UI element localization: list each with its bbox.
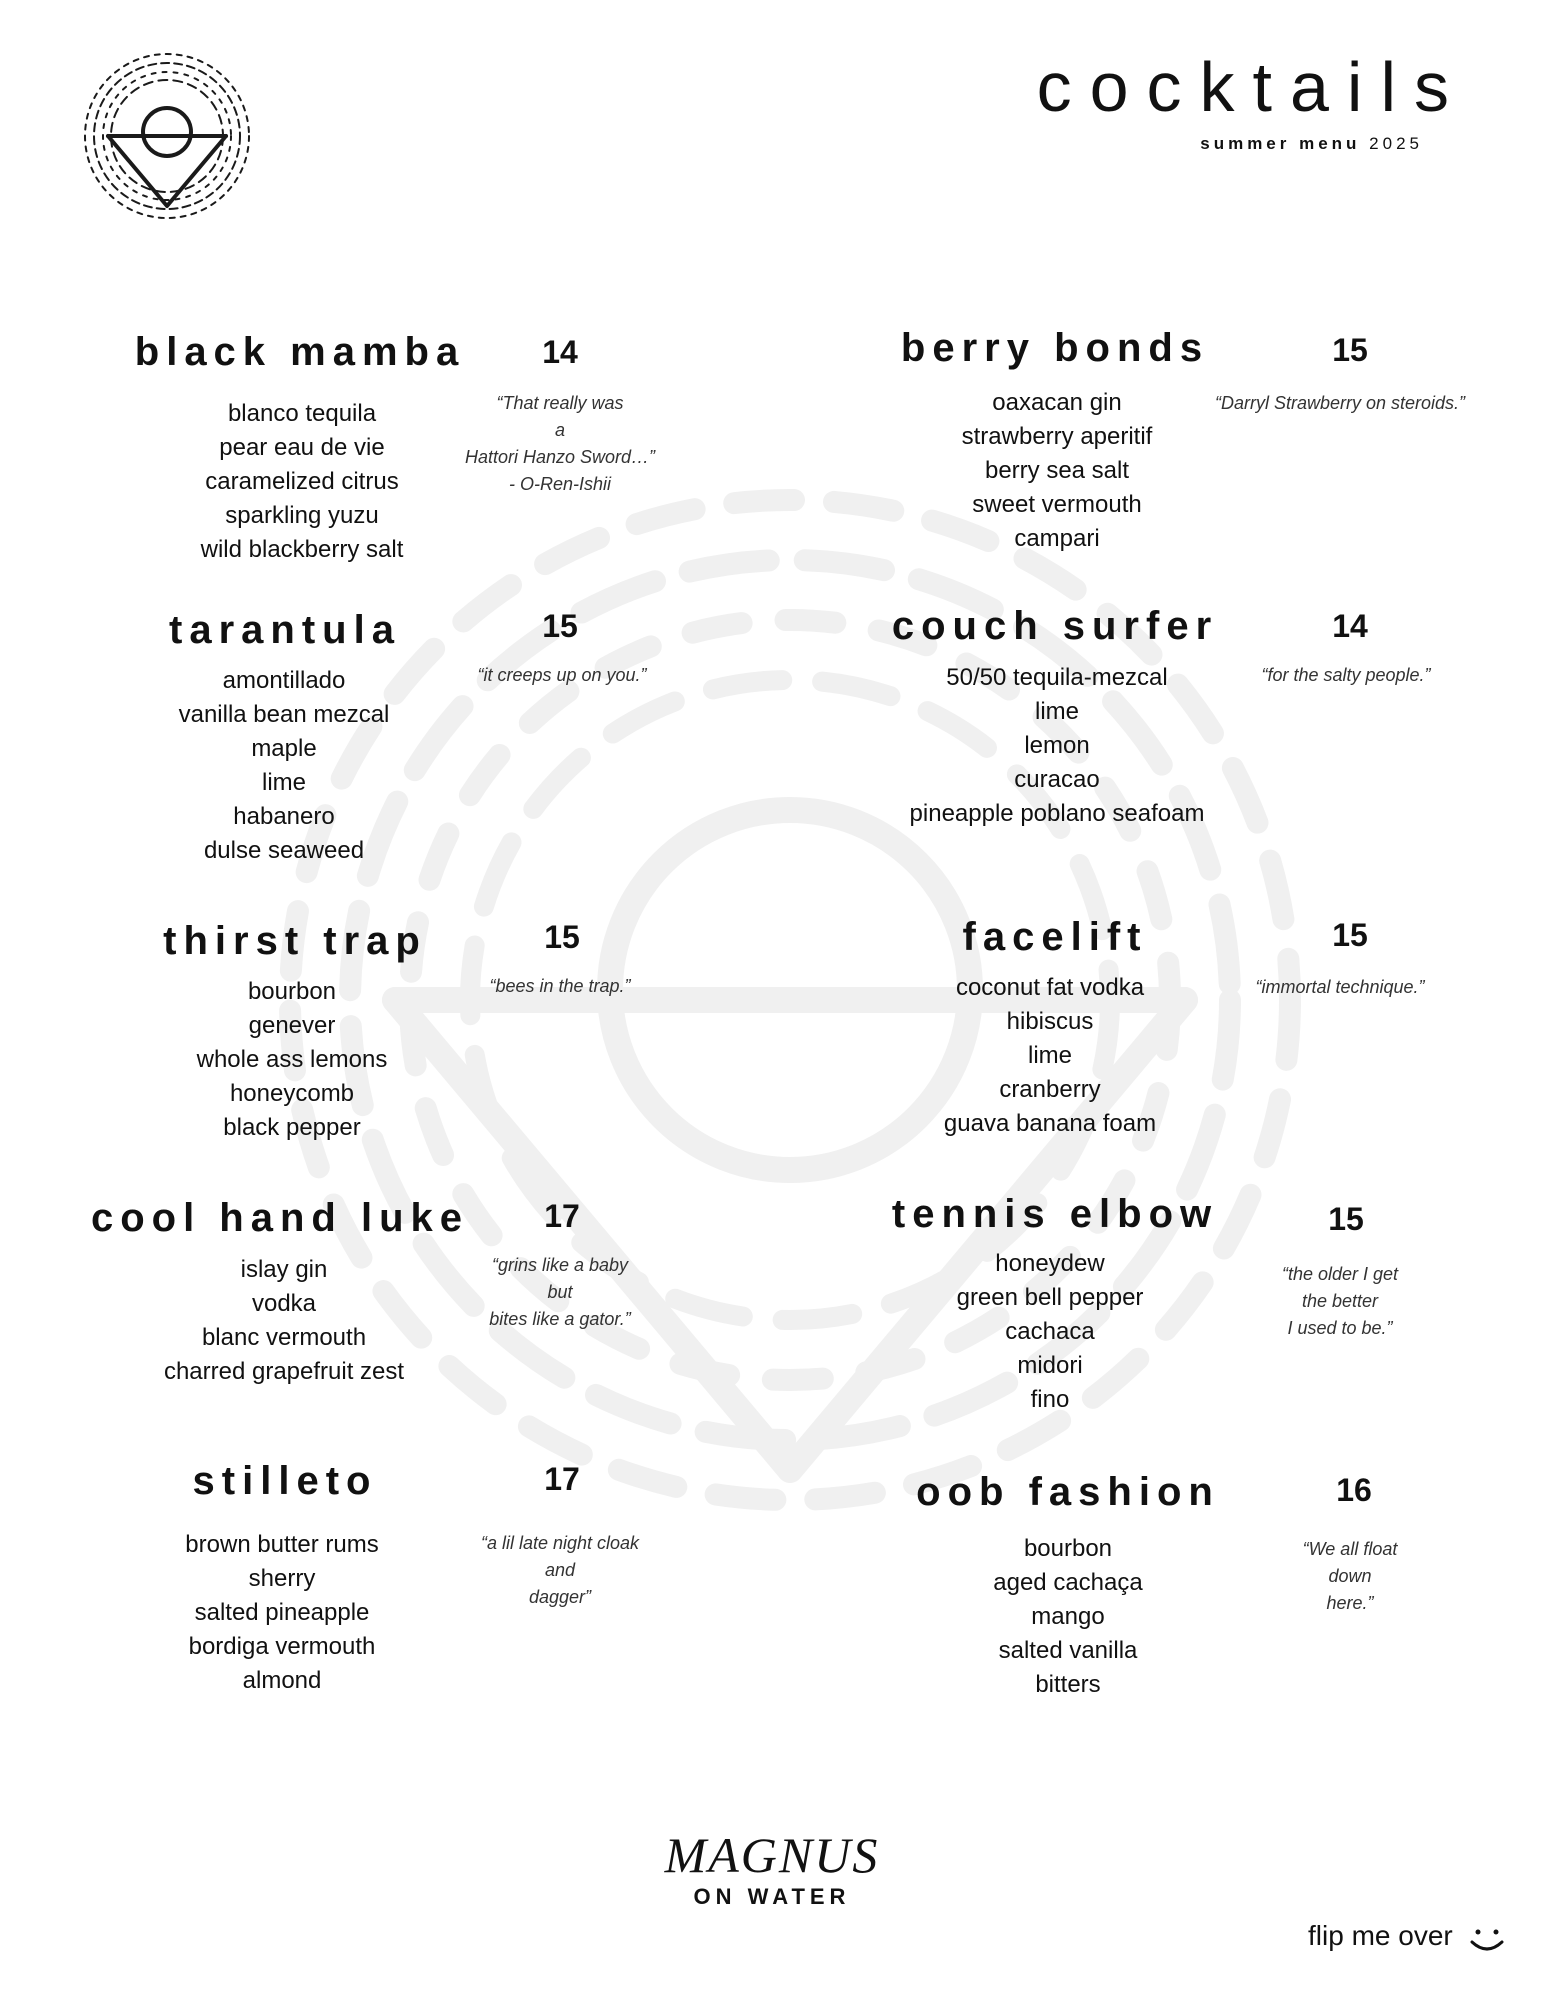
cocktail-quote	[412, 662, 712, 689]
cocktail-name: berry bonds	[900, 326, 1210, 370]
sun-triangle-logo-icon	[78, 48, 256, 224]
quote-line: here.”	[1326, 1593, 1374, 1613]
quote-line: “grins like a baby	[491, 1255, 629, 1275]
ingredient: pineapple poblano seafoam	[909, 800, 1205, 827]
ingredient: blanco tequila	[227, 400, 377, 427]
ingredient: lime	[1027, 1042, 1072, 1069]
ingredient: blanc vermouth	[201, 1324, 367, 1351]
brand-name: MAGNUS	[664, 1827, 880, 1883]
ingredient: habanero	[233, 803, 335, 830]
ingredient: genever	[248, 1012, 336, 1039]
quote-line: down	[1328, 1566, 1372, 1586]
ingredient: midori	[1017, 1352, 1083, 1379]
ingredient: oaxacan gin	[992, 389, 1122, 416]
ingredient: sweet vermouth	[972, 491, 1142, 518]
quote-line: “bees in the trap.”	[489, 976, 631, 996]
ingredient: berry sea salt	[984, 457, 1130, 484]
ingredient: cachaca	[1005, 1318, 1095, 1345]
cocktail-quote	[410, 1252, 710, 1333]
cocktail-price: 14	[542, 334, 578, 370]
ingredient: pear eau de vie	[219, 434, 385, 461]
ingredient: guava banana foam	[943, 1110, 1157, 1137]
quote-line: “for the salty people.”	[1261, 665, 1431, 685]
cocktail-quote	[1190, 974, 1490, 1001]
cocktail-name: tennis elbow	[891, 1192, 1219, 1236]
ingredient: caramelized citrus	[205, 468, 399, 495]
ingredient: bourbon	[1023, 1535, 1113, 1562]
cocktail-name: black mamba	[134, 330, 466, 374]
cocktail-name: stilleto	[192, 1459, 378, 1503]
cocktail-price: 14	[1332, 608, 1368, 644]
ingredient: salted vanilla	[998, 1637, 1138, 1664]
cocktail-price: 16	[1336, 1472, 1372, 1508]
quote-line: “Darryl Strawberry on steroids.”	[1214, 393, 1466, 413]
quote-line: “it creeps up on you.”	[477, 665, 647, 685]
ingredient: bitters	[1035, 1671, 1101, 1698]
quote-line: “a lil late night cloak	[480, 1533, 640, 1553]
quote-line: “immortal technique.”	[1255, 977, 1425, 997]
ingredient: maple	[251, 735, 317, 762]
quote-line: but	[547, 1282, 573, 1302]
ingredient: black pepper	[223, 1114, 361, 1141]
year-label: 2025	[1369, 134, 1423, 153]
cocktail-name: tarantula	[169, 608, 401, 652]
quote-line: bites like a gator.”	[489, 1309, 631, 1329]
cocktail-price: 15	[542, 608, 578, 644]
cocktail-name: couch surfer	[891, 604, 1219, 648]
quote-line: I used to be.”	[1287, 1318, 1393, 1338]
ingredient: lemon	[1024, 732, 1090, 759]
cocktail-name: thirst trap	[163, 919, 427, 963]
ingredient: bordiga vermouth	[188, 1633, 376, 1660]
cocktail-quote	[1190, 1261, 1490, 1342]
ingredient: 50/50 tequila-mezcal	[946, 664, 1168, 691]
brand-subtitle: ON WATER	[693, 1884, 851, 1909]
quote-line: and	[544, 1560, 576, 1580]
ingredient: dulse seaweed	[203, 837, 365, 864]
ingredient: almond	[242, 1667, 322, 1694]
ingredient: brown butter rums	[185, 1531, 379, 1558]
ingredient: aged cachaça	[993, 1569, 1143, 1596]
ingredient: sparkling yuzu	[225, 502, 379, 529]
flip-me-over-note: flip me over	[1308, 1920, 1453, 1951]
season-label: summer menu	[1200, 134, 1361, 153]
ingredient: amontillado	[222, 667, 346, 694]
cocktail-quote	[1196, 662, 1496, 689]
ingredient: sherry	[248, 1565, 316, 1592]
ingredient: lime	[1034, 698, 1079, 725]
ingredient: curacao	[1014, 766, 1100, 793]
quote-line: a	[554, 420, 565, 440]
cocktail-quote	[1190, 390, 1490, 417]
cocktail-name: cool hand luke	[90, 1196, 470, 1240]
cocktail-name: oob fashion	[916, 1470, 1220, 1514]
quote-line: the better	[1301, 1291, 1379, 1311]
ingredient: salted pineapple	[194, 1599, 370, 1626]
quote-line: “the older I get	[1281, 1264, 1399, 1284]
cocktail-price: 15	[1332, 332, 1368, 368]
ingredient: bourbon	[247, 978, 337, 1005]
ingredient: vanilla bean mezcal	[178, 701, 390, 728]
quote-line: Hattori Hanzo Sword…”	[464, 447, 656, 467]
quote-line: “That really was	[496, 393, 624, 413]
cocktail-quote	[410, 1530, 710, 1611]
cocktail-quote	[1200, 1536, 1500, 1617]
cocktail-price: 15	[1328, 1201, 1364, 1237]
ingredient: hibiscus	[1006, 1008, 1094, 1035]
quote-line: “We all float	[1302, 1539, 1398, 1559]
ingredient: honeycomb	[229, 1080, 355, 1107]
ingredient: charred grapefruit zest	[163, 1358, 405, 1385]
ingredient: islay gin	[240, 1256, 328, 1283]
ingredient-list	[74, 664, 494, 868]
ingredient: coconut fat vodka	[955, 974, 1145, 1001]
ingredient: strawberry aperitif	[961, 423, 1153, 450]
ingredient: wild blackberry salt	[200, 536, 404, 563]
cocktail-quote	[410, 973, 710, 1000]
menu-title: cocktails	[1036, 48, 1467, 126]
ingredient-list	[82, 975, 502, 1145]
ingredient: honeydew	[995, 1250, 1105, 1277]
ingredient: campari	[1014, 525, 1100, 552]
cocktail-price: 15	[544, 919, 580, 955]
cocktail-price: 15	[1332, 917, 1368, 953]
ingredient: fino	[1030, 1386, 1070, 1413]
ingredient: whole ass lemons	[196, 1046, 388, 1073]
quote-line: dagger”	[528, 1587, 592, 1607]
cocktail-price: 17	[544, 1198, 580, 1234]
quote-line: - O-Ren-Ishii	[508, 474, 611, 494]
brand-logo	[622, 1827, 922, 1910]
ingredient: lime	[261, 769, 306, 796]
menu-subtitle	[1200, 134, 1423, 154]
cocktail-name: facelift	[962, 915, 1148, 959]
ingredient: mango	[1031, 1603, 1105, 1630]
ingredient: vodka	[251, 1290, 317, 1317]
ingredient: cranberry	[999, 1076, 1101, 1103]
cocktail-price: 17	[544, 1461, 580, 1497]
smile-icon	[1468, 1926, 1506, 1956]
ingredient: green bell pepper	[956, 1284, 1144, 1311]
cocktail-quote	[410, 390, 710, 498]
